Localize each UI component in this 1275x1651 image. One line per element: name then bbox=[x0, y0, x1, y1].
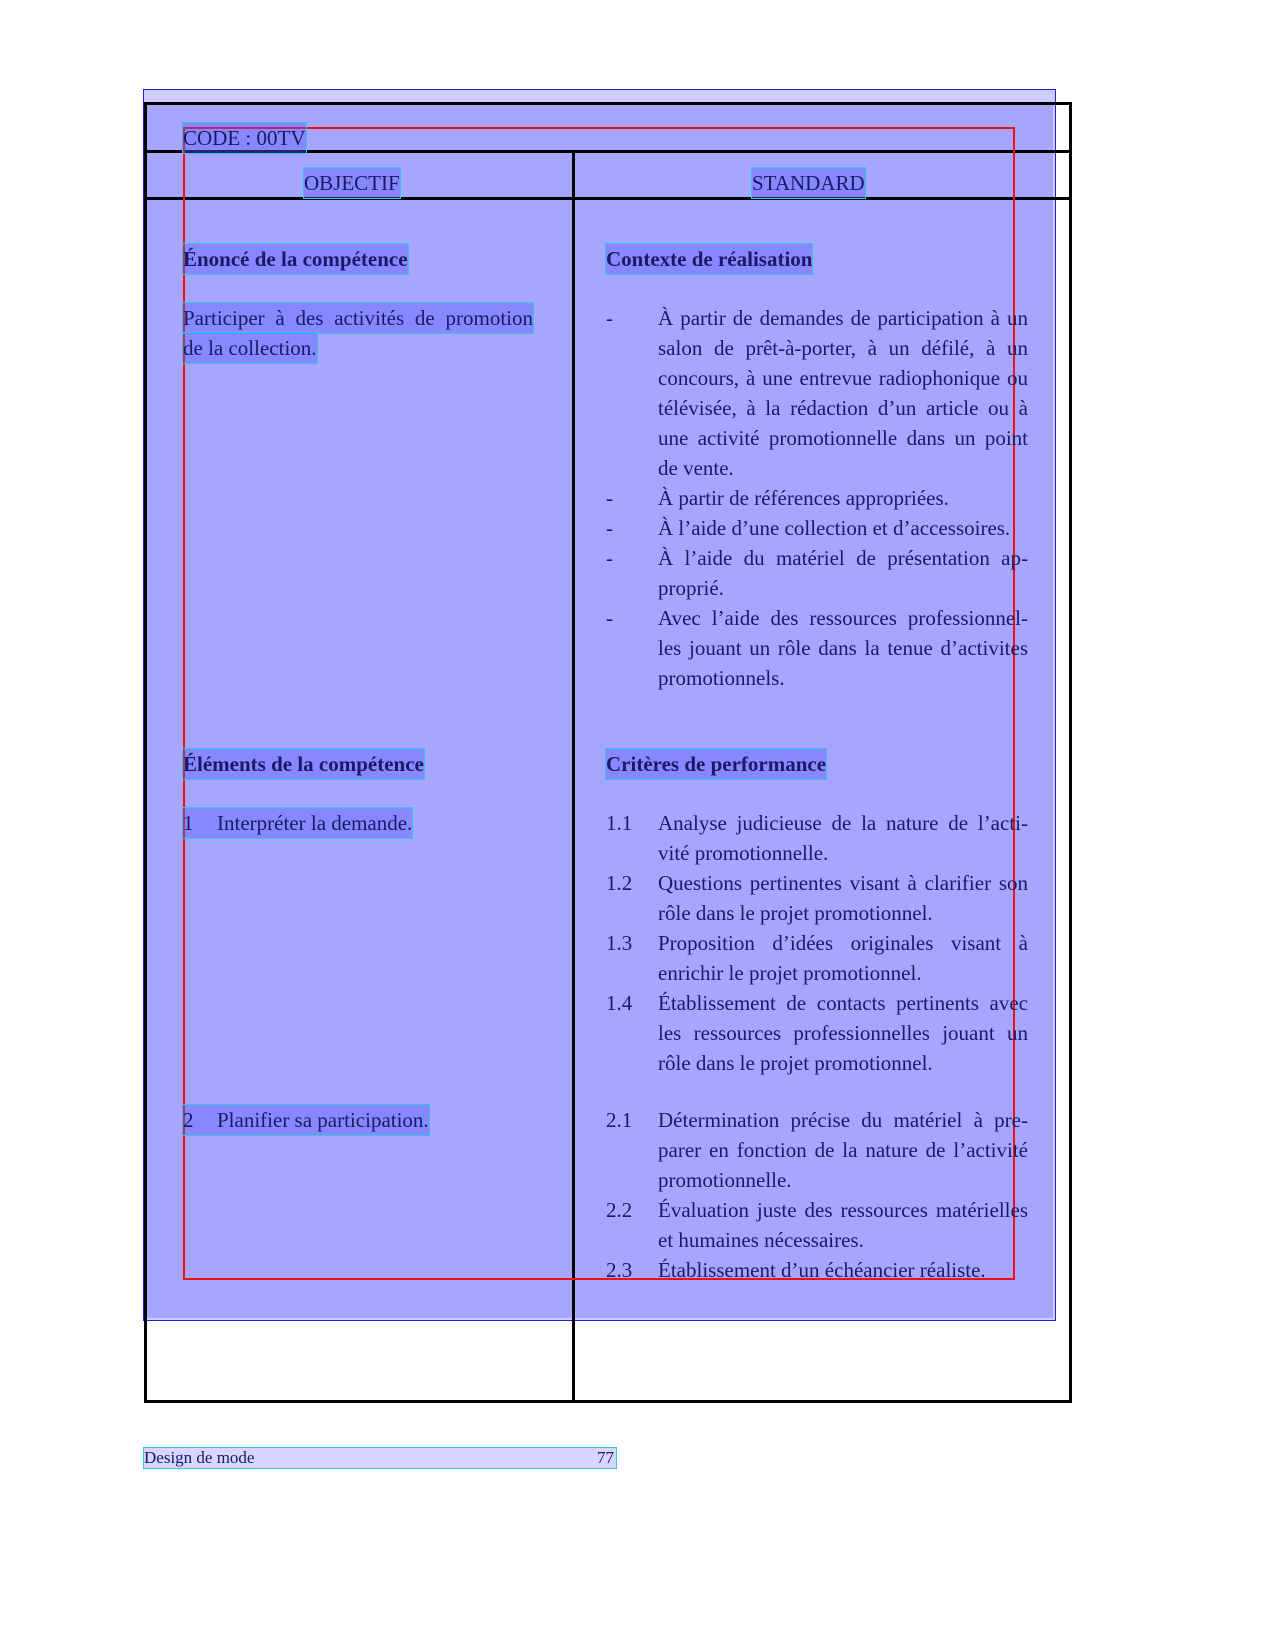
list-item bbox=[606, 513, 1028, 543]
code-label: CODE : 00TV bbox=[183, 123, 306, 153]
criteres-title: Critères de performance bbox=[606, 749, 826, 779]
criterion-text: Analyse judicieuse de la nature de l’acti-vité promotionnelle. bbox=[658, 811, 1028, 865]
list-item bbox=[606, 303, 1028, 483]
bullet-mark: - bbox=[606, 516, 613, 540]
contexte-text: À l’aide du matériel de présentation ap-proprié. bbox=[658, 546, 1028, 600]
page-number: 77 bbox=[597, 1448, 614, 1467]
elements-title: Éléments de la compétence bbox=[183, 749, 424, 779]
list-item bbox=[606, 483, 1028, 513]
list-item bbox=[606, 988, 1028, 1078]
criterion-text: Détermination précise du matériel à pre-parer en fonction de la nature de l’activité promotionnelle. bbox=[658, 1108, 1028, 1192]
criterion-text: Questions pertinentes visant à clarifier son rôle dans le projet promotionnel. bbox=[658, 871, 1028, 925]
criterion-text: Établissement d’un échéancier réaliste. bbox=[658, 1258, 986, 1282]
table-border-bottom bbox=[144, 1400, 1072, 1403]
bullet-mark: - bbox=[606, 606, 613, 630]
bullet-mark: - bbox=[606, 486, 613, 510]
criterion-number: 2.2 bbox=[606, 1198, 633, 1222]
element-1 bbox=[183, 808, 412, 838]
competence-statement-line1: Participer à des activités de promotion bbox=[183, 303, 533, 333]
contexte-text: À partir de références appropriées. bbox=[658, 486, 949, 510]
contexte-text: Avec l’aide des ressources professionnel-les jouant un rôle dans la tenue d’activites promotionnels. bbox=[658, 606, 1028, 690]
criterion-number: 1.4 bbox=[606, 991, 633, 1015]
element-label: Interpréter la demande. bbox=[217, 811, 413, 835]
criterion-number: 2.1 bbox=[606, 1108, 633, 1132]
element-label: Planifier sa participation. bbox=[217, 1108, 429, 1132]
list-item bbox=[606, 1105, 1028, 1195]
contexte-text: À l’aide d’une collection et d’accessoires. bbox=[658, 516, 1011, 540]
list-item bbox=[606, 808, 1028, 868]
list-item bbox=[606, 1195, 1028, 1255]
element-number: 2 bbox=[183, 1108, 194, 1132]
footer-title: Design de mode bbox=[144, 1448, 255, 1467]
page-footer bbox=[144, 1448, 616, 1468]
element-number: 1 bbox=[183, 811, 194, 835]
enonce-title: Énoncé de la compétence bbox=[183, 244, 408, 274]
list-item bbox=[606, 1255, 1028, 1285]
table-border-left bbox=[144, 102, 147, 1403]
column-header-standard: STANDARD bbox=[752, 168, 865, 198]
criterion-text: Proposition d’idées originales visant à enrichir le projet promotionnel. bbox=[658, 931, 1028, 985]
criterion-text: Établissement de contacts pertinents avec les ressources professionnelles jouant un rôle dans le projet promotionnel. bbox=[658, 991, 1028, 1075]
list-item bbox=[606, 543, 1028, 603]
table-border-top bbox=[144, 102, 1072, 105]
bullet-mark: - bbox=[606, 546, 613, 570]
list-item bbox=[606, 868, 1028, 928]
bullet-mark: - bbox=[606, 306, 613, 330]
element-2 bbox=[183, 1105, 429, 1135]
criterion-number: 2.3 bbox=[606, 1258, 633, 1282]
list-item bbox=[606, 603, 1028, 693]
criterion-number: 1.3 bbox=[606, 931, 633, 955]
list-item bbox=[606, 928, 1028, 988]
criteres-list-2 bbox=[606, 1105, 1028, 1285]
contexte-text: À partir de demandes de participation à un salon de prêt-à-porter, à un défilé, à un concours, à une entrevue radiophonique ou télévisée, à la rédaction d’un article ou à une activité promotionnelle dans un point de vente. bbox=[658, 306, 1028, 480]
criteres-list-1 bbox=[606, 808, 1028, 1078]
contexte-title: Contexte de réalisation bbox=[606, 244, 812, 274]
contexte-list bbox=[606, 303, 1028, 693]
criterion-text: Évaluation juste des ressources matérielles et humaines nécessaires. bbox=[658, 1198, 1028, 1252]
criterion-number: 1.2 bbox=[606, 871, 633, 895]
column-header-objectif: OBJECTIF bbox=[304, 168, 400, 198]
competence-statement-line2: de la collection. bbox=[183, 333, 317, 363]
criterion-number: 1.1 bbox=[606, 811, 633, 835]
table-border-right bbox=[1069, 102, 1072, 1403]
